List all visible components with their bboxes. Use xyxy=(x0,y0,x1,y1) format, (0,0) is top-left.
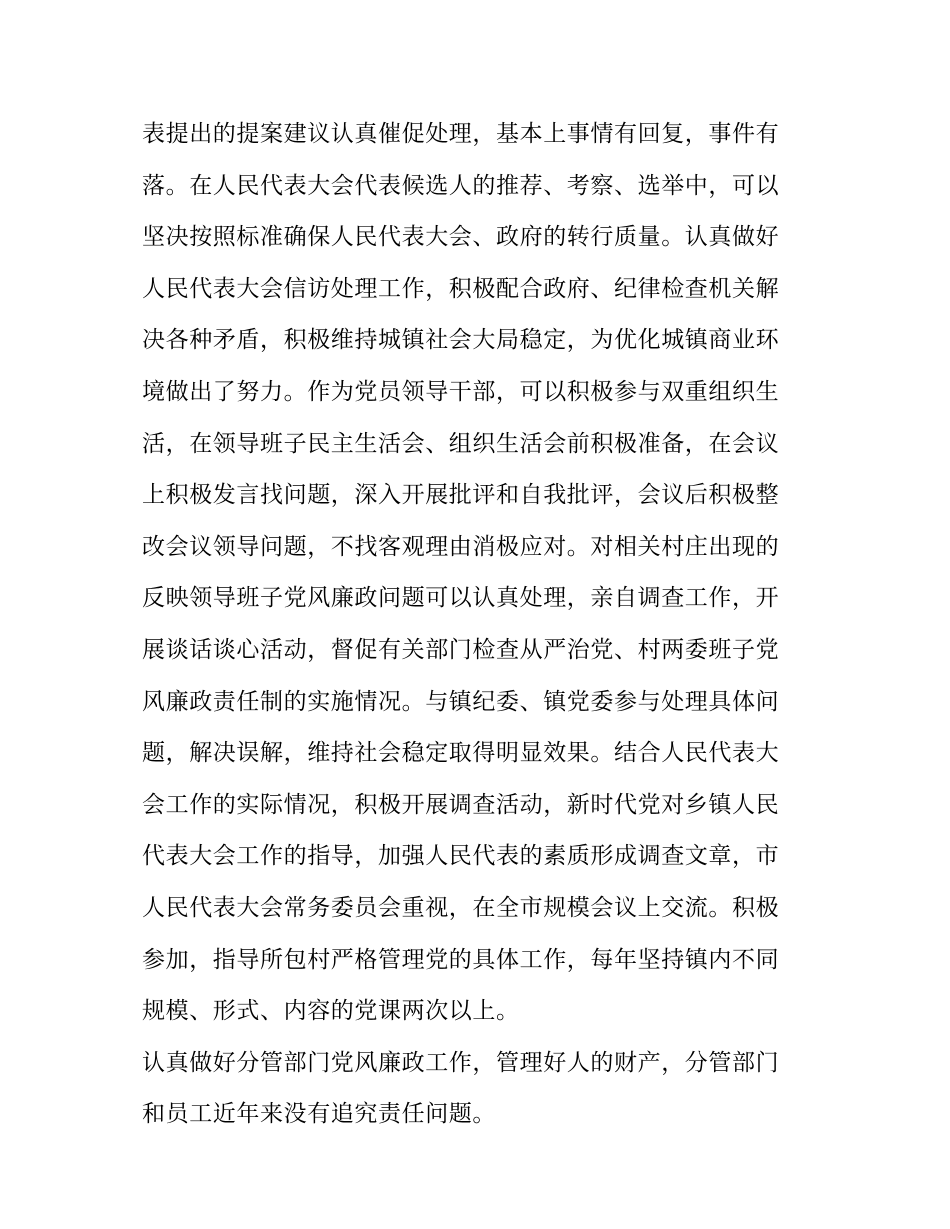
text-line: 代表大会工作的指导，加强人民代表的素质形成调查文章，市 xyxy=(142,843,780,870)
text-line: 表提出的提案建议认真催促处理，基本上事情有回复，事件有 xyxy=(142,121,780,147)
document-body xyxy=(142,109,822,1141)
text-line: 人民代表大会信访处理工作，积极配合政府、纪律检查机关解 xyxy=(142,275,780,302)
text-line: 落。在人民代表大会代表候选人的推荐、考察、选举中，可以 xyxy=(142,172,780,199)
text-line: 境做出了努力。作为党员领导干部，可以积极参与双重组织生 xyxy=(142,378,780,405)
text-line: 会工作的实际情况，积极开展调查活动，新时代党对乡镇人民 xyxy=(142,791,780,818)
paragraph-2 xyxy=(142,1038,822,1141)
text-line: 人民代表大会常务委员会重视，在全市规模会议上交流。积极 xyxy=(142,894,780,921)
text-line: 规模、形式、内容的党课两次以上。 xyxy=(142,998,520,1025)
text-line: 坚决按照标准确保人民代表大会、政府的转行质量。认真做好 xyxy=(142,224,780,251)
text-line: 上积极发言找问题，深入开展批评和自我批评，会议后积极整 xyxy=(142,482,780,509)
text-line: 题，解决误解，维持社会稳定取得明显效果。结合人民代表大 xyxy=(142,740,780,767)
text-line: 展谈话谈心活动，督促有关部门检查从严治党、村两委班子党 xyxy=(142,636,780,663)
text-line: 反映领导班子党风廉政问题可以认真处理，亲自调查工作，开 xyxy=(142,585,780,612)
text-line: 和员工近年来没有追究责任问题。 xyxy=(142,1101,496,1128)
text-line: 风廉政责任制的实施情况。与镇纪委、镇党委参与处理具体问 xyxy=(142,688,780,715)
text-line: 决各种矛盾，积极维持城镇社会大局稳定，为优化城镇商业环 xyxy=(142,327,780,354)
text-line: 认真做好分管部门党风廉政工作，管理好人的财产，分管部门 xyxy=(142,1049,780,1076)
paragraph-1 xyxy=(142,109,822,1038)
text-line: 活，在领导班子民主生活会、组织生活会前积极准备，在会议 xyxy=(142,430,780,457)
text-line: 参加，指导所包村严格管理党的具体工作，每年坚持镇内不同 xyxy=(142,946,780,973)
text-line: 改会议领导问题，不找客观理由消极应对。对相关村庄出现的 xyxy=(142,533,780,560)
